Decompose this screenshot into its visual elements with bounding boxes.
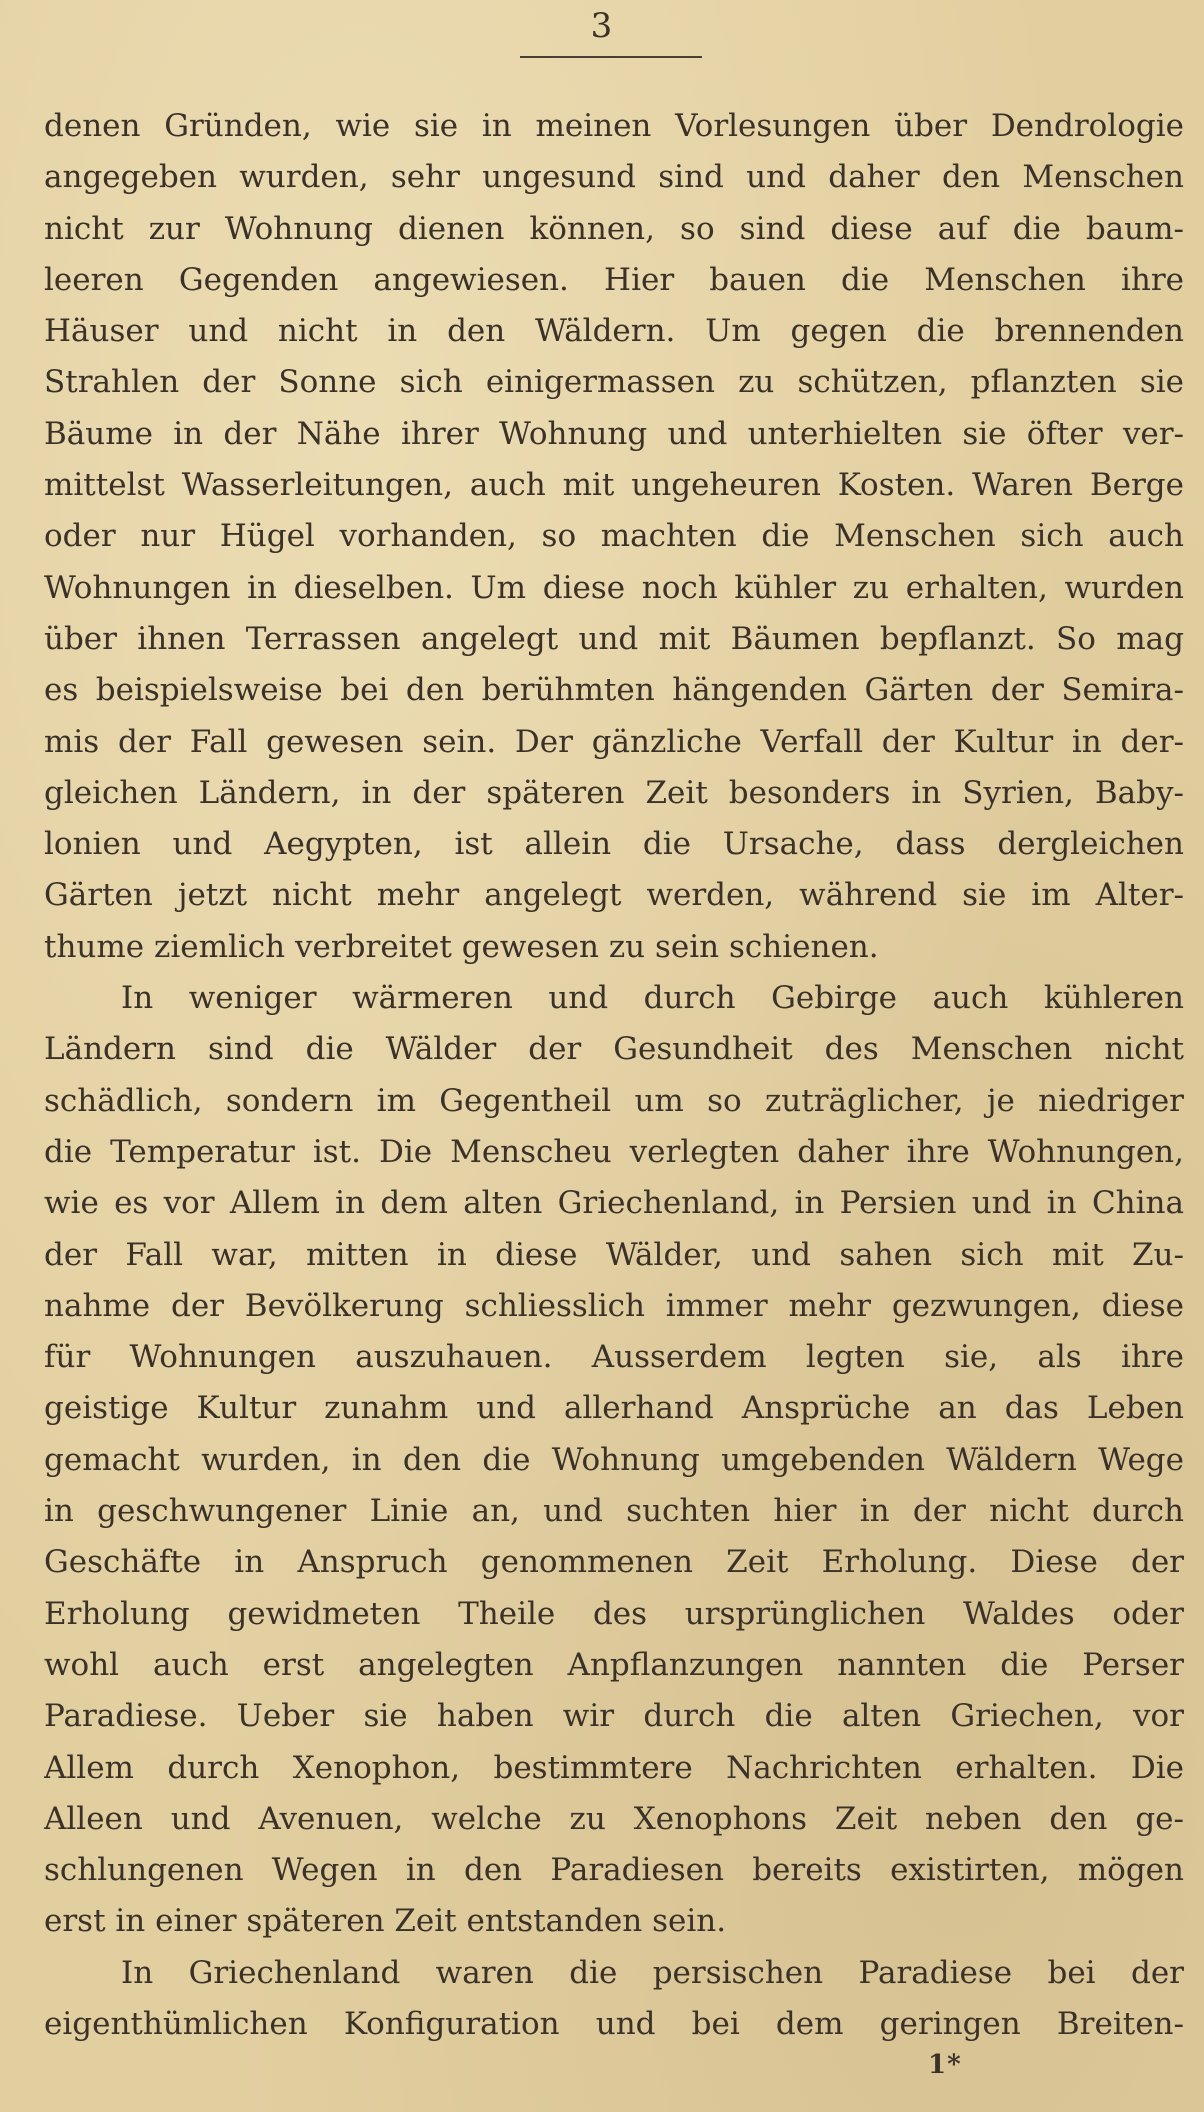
text-line: oder nur Hügel vorhanden, so machten die Menschen sich auch — [44, 518, 1184, 555]
text-line: Erholung gewidmeten Theile des ursprünglichen Waldes oder — [44, 1595, 1184, 1632]
text-line: mis der Fall gewesen sein. Der gänzliche Verfall der Kultur in der- — [44, 723, 1184, 760]
text-line: denen Gründen, wie sie in meinen Vorlesungen über Dendrologie — [44, 108, 1184, 144]
text-line: die Temperatur ist. Die Menscheu verlegten daher ihre Wohnungen, — [44, 1133, 1184, 1170]
paragraph-first-line: In weniger wärmeren und durch Gebirge auch kühleren — [121, 980, 1184, 1017]
text-line: geistige Kultur zunahm und allerhand Ansprüche an das Leben — [44, 1390, 1184, 1427]
text-line: Alleen und Avenuen, welche zu Xenophons Zeit neben den ge- — [44, 1800, 1184, 1837]
paragraph-end-line: thume ziemlich verbreitet gewesen zu sein schienen. — [44, 928, 879, 965]
text-line: gemacht wurden, in den die Wohnung umgebenden Wäldern Wege — [44, 1441, 1184, 1478]
text-line: für Wohnungen auszuhauen. Ausserdem legten sie, als ihre — [44, 1339, 1184, 1376]
text-line: es beispielsweise bei den berühmten hängenden Gärten der Semira- — [44, 672, 1184, 709]
text-line: wohl auch erst angelegten Anpflanzungen nannten die Perser — [44, 1646, 1184, 1683]
page-number: 3 — [590, 6, 614, 46]
text-line: lonien und Aegypten, ist allein die Ursache, dass dergleichen — [44, 826, 1184, 863]
text-line: leeren Gegenden angewiesen. Hier bauen die Menschen ihre — [44, 261, 1184, 298]
text-line: nahme der Bevölkerung schliesslich immer mehr gezwungen, diese — [44, 1287, 1184, 1324]
text-line: Häuser und nicht in den Wäldern. Um gegen die brennenden — [44, 313, 1184, 350]
text-line: über ihnen Terrassen angelegt und mit Bäumen bepflanzt. So mag — [44, 620, 1184, 657]
text-line: wie es vor Allem in dem alten Griechenland, in Persien und in China — [44, 1185, 1184, 1222]
text-line: gleichen Ländern, in der späteren Zeit besonders in Syrien, Baby- — [44, 774, 1184, 811]
text-line: Allem durch Xenophon, bestimmtere Nachrichten erhalten. Die — [44, 1749, 1184, 1786]
paragraph-end-line: erst in einer späteren Zeit entstanden sein. — [44, 1903, 727, 1940]
signature-mark: 1* — [928, 2050, 962, 2080]
text-line: angegeben wurden, sehr ungesund sind und daher den Menschen — [44, 159, 1184, 196]
text-line: Strahlen der Sonne sich einigermassen zu schützen, pflanzten sie — [44, 364, 1184, 401]
text-line: Gärten jetzt nicht mehr angelegt werden, während sie im Alter- — [44, 877, 1184, 914]
header-rule — [520, 56, 702, 58]
text-line: nicht zur Wohnung dienen können, so sind diese auf die baum- — [44, 210, 1184, 247]
text-line: Geschäfte in Anspruch genommenen Zeit Erholung. Diese der — [44, 1544, 1184, 1581]
text-line: Bäume in der Nähe ihrer Wohnung und unterhielten sie öfter ver- — [44, 415, 1184, 452]
text-line: Paradiese. Ueber sie haben wir durch die alten Griechen, vor — [44, 1698, 1184, 1735]
page-header — [0, 0, 1204, 60]
text-line: mittelst Wasserleitungen, auch mit ungeheuren Kosten. Waren Berge — [44, 467, 1184, 504]
text-line: eigenthümlichen Konfiguration und bei dem geringen Breiten- — [44, 2005, 1184, 2042]
text-line: der Fall war, mitten in diese Wälder, und sahen sich mit Zu- — [44, 1236, 1184, 1273]
text-line: schädlich, sondern im Gegentheil um so zuträglicher, je niedriger — [44, 1082, 1184, 1119]
body-text — [44, 101, 1184, 2050]
text-line: Ländern sind die Wälder der Gesundheit des Menschen nicht — [44, 1031, 1184, 1068]
paragraph-first-line: In Griechenland waren die persischen Paradiese bei der — [121, 1954, 1184, 1991]
text-line: in geschwungener Linie an, und suchten hier in der nicht durch — [44, 1493, 1184, 1530]
text-line: Wohnungen in dieselben. Um diese noch kühler zu erhalten, wurden — [44, 569, 1184, 606]
text-line: schlungenen Wegen in den Paradiesen bereits existirten, mögen — [44, 1852, 1184, 1889]
